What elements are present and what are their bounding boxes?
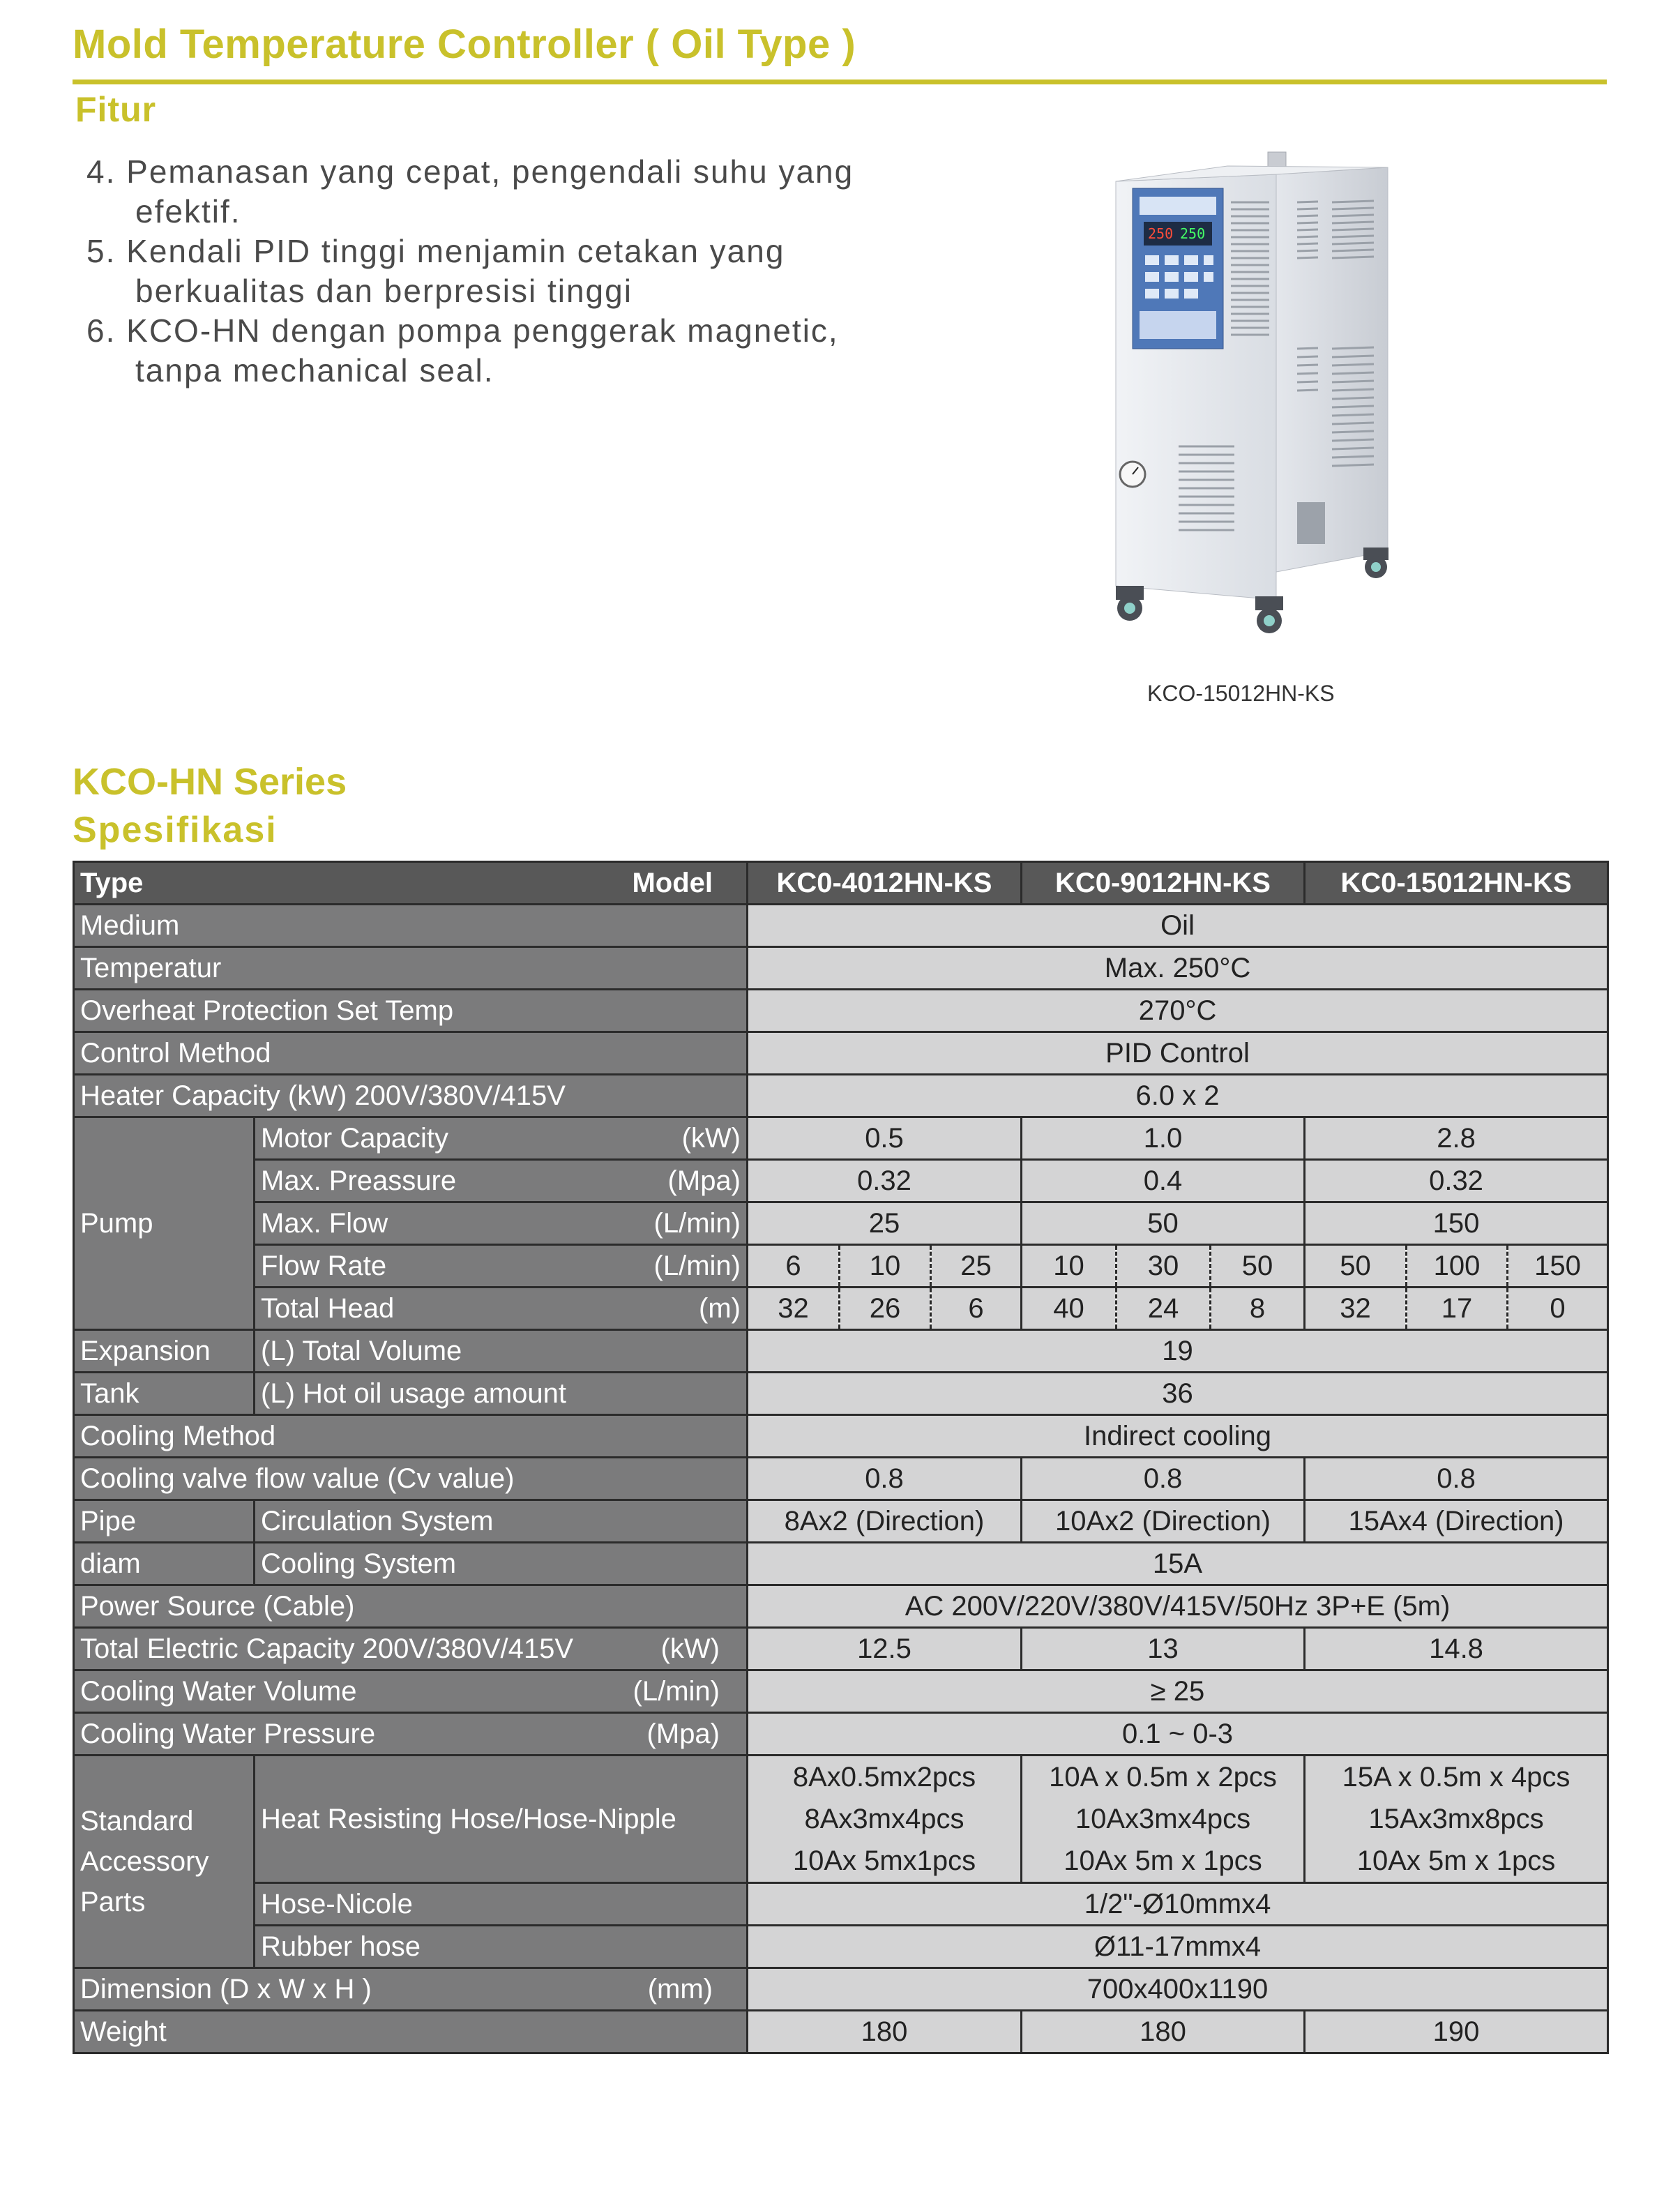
cell-value: 150 [1508, 1245, 1608, 1288]
cell-value: 12.5 [748, 1628, 1022, 1670]
feature-text-cont: efektif. [135, 193, 241, 229]
spec-heading: Spesifikasi [73, 810, 278, 850]
table-row [74, 1032, 1608, 1075]
cell-value: 26 [840, 1288, 931, 1330]
cell-value: 150 [1305, 1202, 1608, 1245]
cell-value: 180 [1022, 2011, 1305, 2053]
row-value: Ø11-17mmx4 [748, 1926, 1608, 1968]
cell-value: 17 [1407, 1288, 1508, 1330]
table-row [74, 1883, 1608, 1926]
row-label [255, 1288, 748, 1330]
cell-value: 24 [1117, 1288, 1211, 1330]
svg-text:250: 250 [1148, 225, 1174, 242]
product-photo [1088, 139, 1409, 670]
table-row [74, 1926, 1608, 1968]
cell-value: 25 [931, 1245, 1022, 1288]
cell-value: 30 [1117, 1245, 1211, 1288]
cell-value: 0.4 [1022, 1160, 1305, 1202]
cell-value: 40 [1022, 1288, 1117, 1330]
header-model: Model [632, 867, 713, 898]
cell-value: 0.8 [748, 1458, 1022, 1500]
group-label-diam: diam [74, 1543, 255, 1585]
row-label: Cooling Method [74, 1415, 748, 1458]
table-row [74, 1075, 1608, 1117]
row-label [255, 1160, 748, 1202]
cell-line: 10Ax 5mx1pcs [792, 1845, 976, 1876]
row-value: 0.1 ~ 0-3 [748, 1713, 1608, 1756]
header-type: Type [80, 867, 144, 898]
cell-line: 8Ax0.5mx2pcs [792, 1762, 976, 1792]
row-unit: (L/min) [653, 1207, 741, 1239]
row-label-text: Max. Preassure [261, 1165, 457, 1196]
cell-line: 8Ax3mx4pcs [804, 1804, 964, 1834]
row-label-text: Cooling Water Pressure [80, 1718, 376, 1749]
feature-item [86, 232, 993, 311]
section-fitur-heading: Fitur [75, 90, 157, 129]
feature-list [86, 152, 993, 391]
row-label: Temperatur [74, 947, 748, 990]
row-label-text: Total Electric Capacity 200V/380V/415V [80, 1633, 574, 1664]
cell-value: 6 [931, 1288, 1022, 1330]
table-row [74, 905, 1608, 947]
row-label: Rubber hose [255, 1926, 748, 1968]
cell-value: 6 [748, 1245, 840, 1288]
row-label: (L) Hot oil usage amount [255, 1373, 748, 1415]
cell-value: 32 [1305, 1288, 1407, 1330]
row-value: 36 [748, 1373, 1608, 1415]
feature-text: KCO-HN dengan pompa penggerak magnetic, [126, 312, 839, 349]
header-model-1: KC0-4012HN-KS [748, 862, 1022, 905]
row-label [74, 1670, 748, 1713]
row-label [74, 1628, 748, 1670]
row-value: Oil [748, 905, 1608, 947]
cell-value: 1.0 [1022, 1117, 1305, 1160]
cell-value: 0.32 [1305, 1160, 1608, 1202]
cell-value: 0.32 [748, 1160, 1022, 1202]
table-row [74, 1373, 1608, 1415]
header-type-model [74, 862, 748, 905]
row-label-text: Flow Rate [261, 1250, 387, 1281]
row-label: Heater Capacity (kW) 200V/380V/415V [74, 1075, 748, 1117]
table-header-row [74, 862, 1608, 905]
row-value: 19 [748, 1330, 1608, 1373]
header-model-3: KC0-15012HN-KS [1305, 862, 1608, 905]
row-value: PID Control [748, 1032, 1608, 1075]
row-unit: (L/min) [653, 1250, 741, 1281]
row-label [255, 1245, 748, 1288]
table-row [74, 1117, 1608, 1160]
feature-text: Kendali PID tinggi menjamin cetakan yang [126, 233, 785, 269]
group-label-line: Accessory [80, 1846, 209, 1877]
cell-value: 180 [748, 2011, 1022, 2053]
row-label [74, 1968, 748, 2011]
row-unit: (kW) [660, 1633, 720, 1664]
row-unit: (L/min) [633, 1675, 720, 1707]
feature-text-cont: tanpa mechanical seal. [135, 352, 494, 388]
row-value: 700x400x1190 [748, 1968, 1608, 2011]
cell-value: 190 [1305, 2011, 1608, 2053]
cell-line: 10A x 0.5m x 2pcs [1049, 1762, 1277, 1792]
feature-item [86, 311, 993, 391]
cell-value: 50 [1305, 1245, 1407, 1288]
table-row [74, 1670, 1608, 1713]
group-label-pump: Pump [74, 1117, 255, 1330]
feature-number: 4. [86, 153, 116, 190]
cell-value: 2.8 [1305, 1117, 1608, 1160]
row-label: Overheat Protection Set Temp [74, 990, 748, 1032]
feature-text-cont: berkualitas dan berpresisi tinggi [135, 273, 633, 309]
row-label: Cooling System [255, 1543, 748, 1585]
table-row [74, 1543, 1608, 1585]
row-label: Hose-Nicole [255, 1883, 748, 1926]
table-row [74, 2011, 1608, 2053]
cell-value: 10 [840, 1245, 931, 1288]
cell-value: 0 [1508, 1288, 1608, 1330]
group-label-tank: Tank [74, 1373, 255, 1415]
row-unit: (Mpa) [646, 1718, 720, 1749]
cell-value: 13 [1022, 1628, 1305, 1670]
row-value: 6.0 x 2 [748, 1075, 1608, 1117]
table-row [74, 1968, 1608, 2011]
cell-value: 32 [748, 1288, 840, 1330]
cell-value: 50 [1022, 1202, 1305, 1245]
row-label-text: Max. Flow [261, 1207, 388, 1239]
table-row [74, 1500, 1608, 1543]
table-row [74, 1415, 1608, 1458]
cell-value: 100 [1407, 1245, 1508, 1288]
table-row [74, 1628, 1608, 1670]
row-value: Indirect cooling [748, 1415, 1608, 1458]
row-value: Max. 250°C [748, 947, 1608, 990]
table-row [74, 1202, 1608, 1245]
cell-value: 0.5 [748, 1117, 1022, 1160]
cell-value: 8 [1211, 1288, 1305, 1330]
row-label: Control Method [74, 1032, 748, 1075]
row-label: (L) Total Volume [255, 1330, 748, 1373]
svg-text:250: 250 [1180, 225, 1206, 242]
row-label-text: Dimension (D x W x H ) [80, 1973, 372, 2005]
cell-line: 10Ax3mx4pcs [1075, 1804, 1251, 1834]
row-value: ≥ 25 [748, 1670, 1608, 1713]
cell-line: 15A x 0.5m x 4pcs [1342, 1762, 1571, 1792]
table-row [74, 1585, 1608, 1628]
table-row [74, 1160, 1608, 1202]
row-unit: (Mpa) [667, 1165, 741, 1196]
cell-value: 10Ax2 (Direction) [1022, 1500, 1305, 1543]
table-row [74, 1458, 1608, 1500]
row-label [74, 1713, 748, 1756]
table-row [74, 990, 1608, 1032]
cell-value: 0.8 [1305, 1458, 1608, 1500]
feature-item [86, 152, 993, 232]
title-divider [73, 80, 1607, 84]
cell-value: 25 [748, 1202, 1022, 1245]
header-model-2: KC0-9012HN-KS [1022, 862, 1305, 905]
table-row [74, 947, 1608, 990]
row-value: 1/2"-Ø10mmx4 [748, 1883, 1608, 1926]
row-label [255, 1202, 748, 1245]
cell-value: 10 [1022, 1245, 1117, 1288]
row-label: Circulation System [255, 1500, 748, 1543]
row-label-text: Motor Capacity [261, 1122, 448, 1154]
cell-value [1305, 1756, 1608, 1883]
feature-number: 6. [86, 312, 116, 349]
table-row [74, 1288, 1608, 1330]
row-label [255, 1117, 748, 1160]
row-label: Cooling valve flow value (Cv value) [74, 1458, 748, 1500]
row-unit: (m) [699, 1292, 741, 1324]
row-unit: (kW) [681, 1122, 741, 1154]
cell-line: 10Ax 5m x 1pcs [1064, 1845, 1262, 1876]
spec-table [73, 861, 1609, 2054]
cell-value [748, 1756, 1022, 1883]
group-label-expansion: Expansion [74, 1330, 255, 1373]
feature-text: Pemanasan yang cepat, pengendali suhu yang [126, 153, 854, 190]
cell-value: 15Ax4 (Direction) [1305, 1500, 1608, 1543]
row-value: 15A [748, 1543, 1608, 1585]
row-value: AC 200V/220V/380V/415V/50Hz 3P+E (5m) [748, 1585, 1608, 1628]
row-value: 270°C [748, 990, 1608, 1032]
group-label-pipe: Pipe [74, 1500, 255, 1543]
table-row [74, 1756, 1608, 1883]
page-title: Mold Temperature Controller ( Oil Type ) [73, 22, 856, 67]
row-label: Medium [74, 905, 748, 947]
table-row [74, 1713, 1608, 1756]
row-label-text: Cooling Water Volume [80, 1675, 357, 1707]
cell-value: 0.8 [1022, 1458, 1305, 1500]
table-row [74, 1245, 1608, 1288]
cell-line: 15Ax3mx8pcs [1368, 1804, 1544, 1834]
series-heading: KCO-HN Series [73, 761, 347, 803]
cell-value: 50 [1211, 1245, 1305, 1288]
row-unit: (mm) [647, 1973, 713, 2005]
cell-line: 10Ax 5m x 1pcs [1356, 1845, 1556, 1876]
group-label-line: Parts [80, 1887, 146, 1917]
row-label-text: Total Head [261, 1292, 395, 1324]
photo-caption: KCO-15012HN-KS [1147, 681, 1335, 706]
cell-value: 8Ax2 (Direction) [748, 1500, 1022, 1543]
feature-number: 5. [86, 233, 116, 269]
group-label-line: Standard [80, 1806, 194, 1836]
group-label-accessory [74, 1756, 255, 1968]
cell-value: 14.8 [1305, 1628, 1608, 1670]
row-label: Heat Resisting Hose/Hose-Nipple [255, 1756, 748, 1883]
table-row [74, 1330, 1608, 1373]
row-label: Power Source (Cable) [74, 1585, 748, 1628]
row-label: Weight [74, 2011, 748, 2053]
cell-value [1022, 1756, 1305, 1883]
